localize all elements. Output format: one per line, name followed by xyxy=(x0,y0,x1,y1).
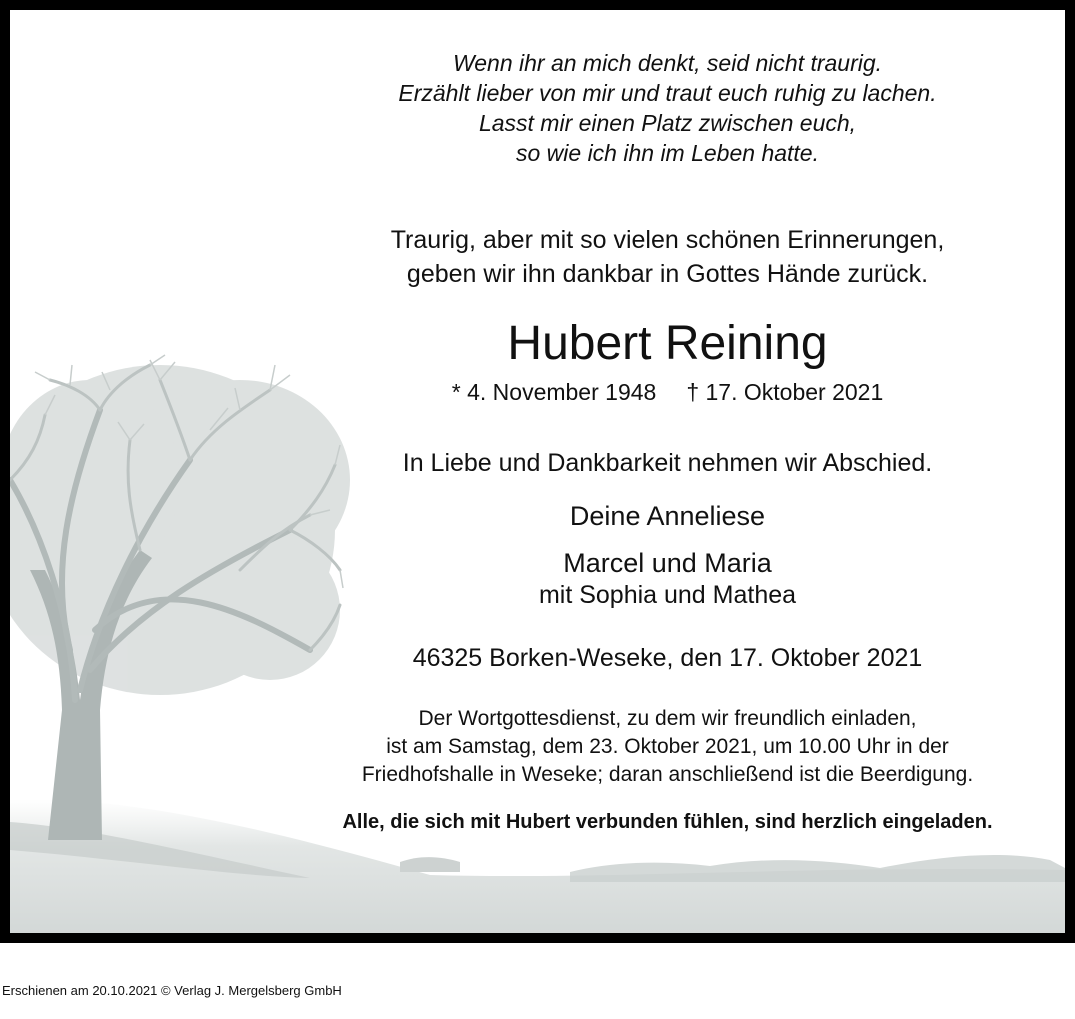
place-and-date: 46325 Borken-Weseke, den 17. Oktober 2021 xyxy=(412,644,923,672)
invitation-line: Alle, die sich mit Hubert verbunden fühlen, sind herzlich eingeladen. xyxy=(342,811,993,833)
poem-line: Erzählt lieber von mir und traut euch ruhig zu lachen. xyxy=(398,80,937,106)
mourner-spouse: Deine Anneliese xyxy=(569,501,766,531)
farewell-line: In Liebe und Dankbarkeit nehmen wir Abschied. xyxy=(402,449,933,477)
service-line: ist am Samstag, dem 23. Oktober 2021, um 10.00 Uhr in der xyxy=(386,735,949,758)
intro-line: Traurig, aber mit so vielen schönen Erinnerungen, xyxy=(390,226,945,254)
intro-line: geben wir ihn dankbar in Gottes Hände zurück. xyxy=(406,260,929,288)
mourner-grandchildren: mit Sophia und Mathea xyxy=(538,581,797,609)
birth-date: * 4. November 1948 xyxy=(451,379,657,405)
poem-line: Wenn ihr an mich denkt, seid nicht traurig. xyxy=(452,50,883,76)
service-line: Der Wortgottesdienst, zu dem wir freundlich einladen, xyxy=(418,707,917,730)
mourner-family: Marcel und Maria xyxy=(563,548,772,578)
poem-line: Lasst mir einen Platz zwischen euch, xyxy=(478,110,857,136)
service-line: Friedhofshalle in Weseke; daran anschließend ist die Beerdigung. xyxy=(361,763,974,786)
life-dates xyxy=(295,377,1040,407)
poem-line: so wie ich ihn im Leben hatte. xyxy=(515,140,819,166)
publication-credit: Erschienen am 20.10.2021 © Verlag J. Mergelsberg GmbH xyxy=(2,983,342,998)
death-date: † 17. Oktober 2021 xyxy=(686,379,884,405)
deceased-name: Hubert Reining xyxy=(507,317,828,370)
intro-text xyxy=(295,223,1040,291)
service-details xyxy=(295,705,1040,789)
poem xyxy=(295,48,1040,168)
